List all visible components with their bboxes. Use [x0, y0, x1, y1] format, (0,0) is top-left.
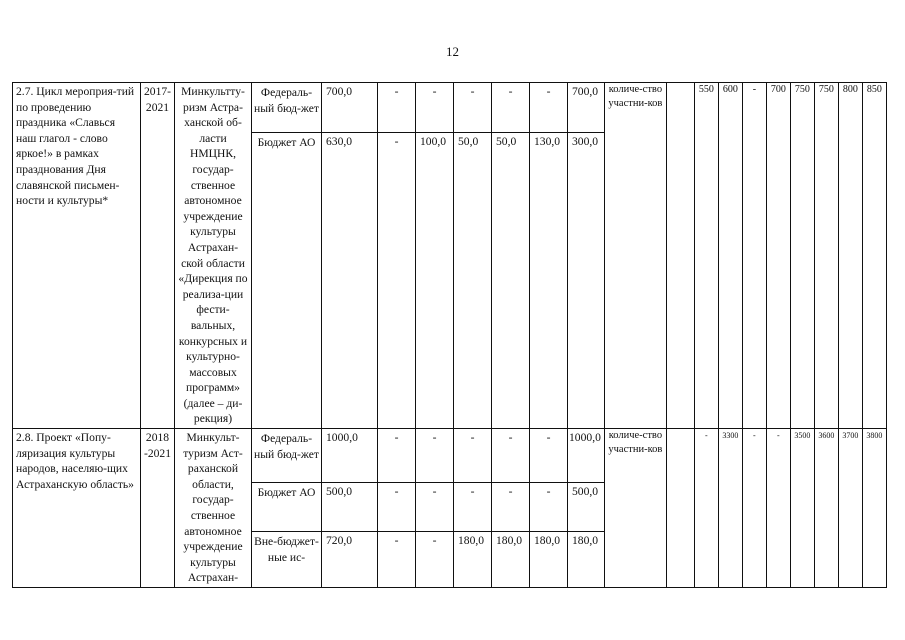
funding-year-value: - [416, 532, 454, 588]
indicator-value [666, 83, 694, 429]
measure-executor: Минкультту-ризм Астра-ханской об-ласти НМЦНК, государ-ственное автономное учреждение культуры Астрахан-ской области «Дирекция по реализа-ции фести-вальных, конкурсных и культурно-массовых программ» (далее – ди-рекция) [175, 83, 252, 429]
funding-year-value: 50,0 [492, 132, 530, 428]
indicator-value: 550 [694, 83, 718, 429]
funding-source: Федераль-ный бюд-жет [252, 429, 322, 483]
funding-total: 1000,0 [322, 429, 378, 483]
funding-year-value: - [378, 532, 416, 588]
indicator-value: 700 [766, 83, 790, 429]
funding-year-value: - [454, 429, 492, 483]
funding-year-value: - [492, 429, 530, 483]
funding-year-value: - [378, 132, 416, 428]
funding-year-value: 100,0 [416, 132, 454, 428]
funding-total: 630,0 [322, 132, 378, 428]
measure-description: 2.7. Цикл мероприя-тий по проведению праздника «Славься наш глагол - слово яркое!» в рамках празднования Дня славянской письмен-ности и культуры* [13, 83, 141, 429]
indicator-value: - [766, 429, 790, 588]
funding-year-value: - [378, 83, 416, 133]
funding-year-value: 300,0 [568, 132, 605, 428]
funding-source: Вне-бюджет-ные ис- [252, 532, 322, 588]
indicator-name: количе-ство участни-ков [604, 429, 666, 588]
funding-total: 500,0 [322, 482, 378, 532]
funding-year-value: - [530, 482, 568, 532]
funding-year-value: - [378, 482, 416, 532]
funding-year-value: 180,0 [492, 532, 530, 588]
funding-year-value: - [530, 429, 568, 483]
funding-year-value: 50,0 [454, 132, 492, 428]
funding-year-value: - [416, 83, 454, 133]
funding-year-value: - [454, 482, 492, 532]
indicator-value: - [742, 429, 766, 588]
funding-year-value: - [492, 482, 530, 532]
measure-description: 2.8. Проект «Попу-ляризация культуры народов, населяю-щих Астраханскую область» [13, 429, 141, 588]
funding-total: 700,0 [322, 83, 378, 133]
funding-year-value: - [492, 83, 530, 133]
program-table [12, 82, 887, 588]
funding-year-value: 700,0 [568, 83, 605, 133]
funding-source: Бюджет АО [252, 482, 322, 532]
funding-year-value: 130,0 [530, 132, 568, 428]
funding-year-value: 1000,0 [568, 429, 605, 483]
indicator-value: 3700 [838, 429, 862, 588]
measure-executor: Минкульт-туризм Аст-раханской области, государ-ственное автономное учреждение культуры Астрахан- [175, 429, 252, 588]
measure-years: 2018 -2021 [141, 429, 175, 588]
funding-year-value: - [416, 429, 454, 483]
indicator-value: - [742, 83, 766, 429]
funding-year-value: - [378, 429, 416, 483]
funding-source: Бюджет АО [252, 132, 322, 428]
indicator-value: 600 [718, 83, 742, 429]
table-row [13, 429, 887, 483]
funding-year-value: 180,0 [568, 532, 605, 588]
indicator-value: 750 [814, 83, 838, 429]
table-row [13, 83, 887, 133]
measure-years: 2017-2021 [141, 83, 175, 429]
funding-year-value: - [416, 482, 454, 532]
funding-year-value: 500,0 [568, 482, 605, 532]
funding-year-value: 180,0 [530, 532, 568, 588]
funding-year-value: 180,0 [454, 532, 492, 588]
indicator-value: 800 [838, 83, 862, 429]
indicator-value: 3500 [790, 429, 814, 588]
indicator-value: 3800 [862, 429, 886, 588]
indicator-value: 3300 [718, 429, 742, 588]
indicator-value [666, 429, 694, 588]
indicator-value: 850 [862, 83, 886, 429]
funding-total: 720,0 [322, 532, 378, 588]
indicator-value: 3600 [814, 429, 838, 588]
funding-source: Федераль-ный бюд-жет [252, 83, 322, 133]
funding-year-value: - [454, 83, 492, 133]
indicator-name: количе-ство участни-ков [604, 83, 666, 429]
funding-year-value: - [530, 83, 568, 133]
indicator-value: - [694, 429, 718, 588]
page-number: 12 [446, 44, 459, 59]
indicator-value: 750 [790, 83, 814, 429]
